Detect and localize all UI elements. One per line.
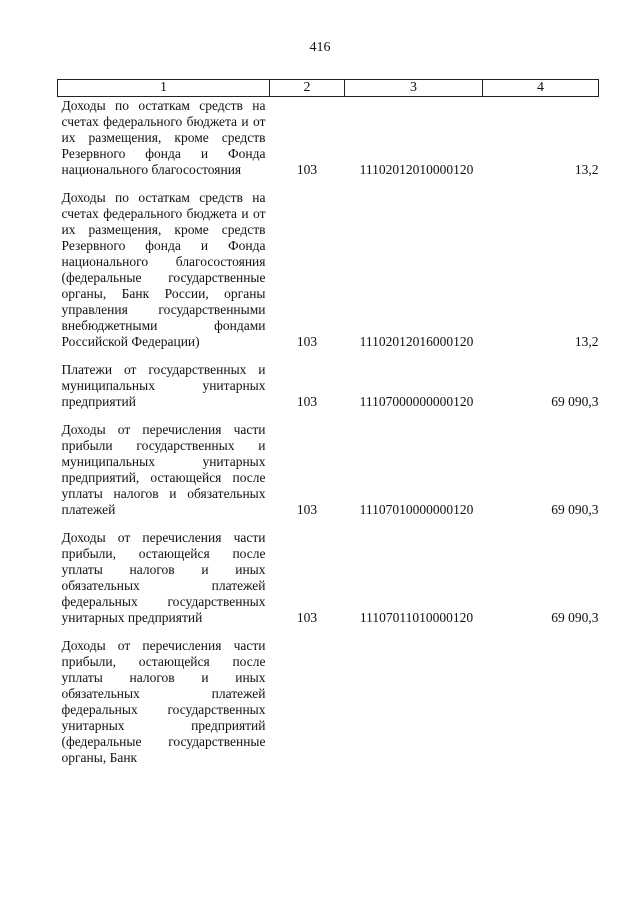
table-row xyxy=(58,190,599,362)
row-amount: 13,2 xyxy=(574,334,599,349)
column-header-4: 4 xyxy=(483,80,599,97)
row-description: Доходы от перечисления части прибыли, остающейся после уплаты налогов и иных обязательных платежей федеральных государственных унитарных предприятий xyxy=(61,530,266,625)
row-admin-code xyxy=(270,638,345,778)
row-description: Доходы по остаткам средств на счетах федерального бюджета и от их размещения, кроме средств Резервного фонда и Фонда национального благосостояния (федеральные государственные органы, Банк России, органы управления государственными внебюджетными фондами Российской Федерации) xyxy=(61,190,266,349)
row-amount: 69 090,3 xyxy=(551,502,599,517)
column-header-3: 3 xyxy=(345,80,483,97)
table-row xyxy=(58,422,599,530)
table-row xyxy=(58,97,599,191)
row-description: Доходы по остаткам средств на счетах федерального бюджета и от их размещения, кроме средств Резервного фонда и Фонда национального благосостояния xyxy=(61,98,266,177)
row-amount: 69 090,3 xyxy=(551,610,599,625)
row-amount: 69 090,3 xyxy=(551,394,599,409)
table-row xyxy=(58,362,599,422)
row-description: Платежи от государственных и муниципальных унитарных предприятий xyxy=(61,362,266,409)
table-row xyxy=(58,638,599,778)
row-budget-classification-code: 11102012016000120 xyxy=(359,334,474,349)
row-admin-code: 103 xyxy=(296,162,318,177)
row-budget-classification-code: 11107011010000120 xyxy=(359,610,474,625)
row-description: Доходы от перечисления части прибыли государственных и муниципальных унитарных предприятий, остающейся после уплаты налогов и обязательных платежей xyxy=(61,422,266,517)
row-amount: 13,2 xyxy=(574,162,599,177)
row-admin-code: 103 xyxy=(296,502,318,517)
budget-table xyxy=(57,79,599,778)
row-budget-classification-code: 11107010000000120 xyxy=(359,502,474,517)
row-description: Доходы от перечисления части прибыли, остающейся после уплаты налогов и иных обязательных платежей федеральных государственных унитарных предприятий (федеральные государственные органы, Банк xyxy=(61,638,266,765)
row-amount xyxy=(483,638,599,778)
page-number: 416 xyxy=(309,40,331,55)
row-admin-code: 103 xyxy=(296,610,318,625)
row-budget-classification-code: 11102012010000120 xyxy=(359,162,474,177)
table-row xyxy=(58,530,599,638)
row-budget-classification-code: 11107000000000120 xyxy=(359,394,474,409)
table-header-row xyxy=(58,80,599,97)
column-header-1: 1 xyxy=(58,80,270,97)
row-budget-classification-code xyxy=(345,638,483,778)
row-admin-code: 103 xyxy=(296,394,318,409)
column-header-2: 2 xyxy=(270,80,345,97)
row-admin-code: 103 xyxy=(296,334,318,349)
